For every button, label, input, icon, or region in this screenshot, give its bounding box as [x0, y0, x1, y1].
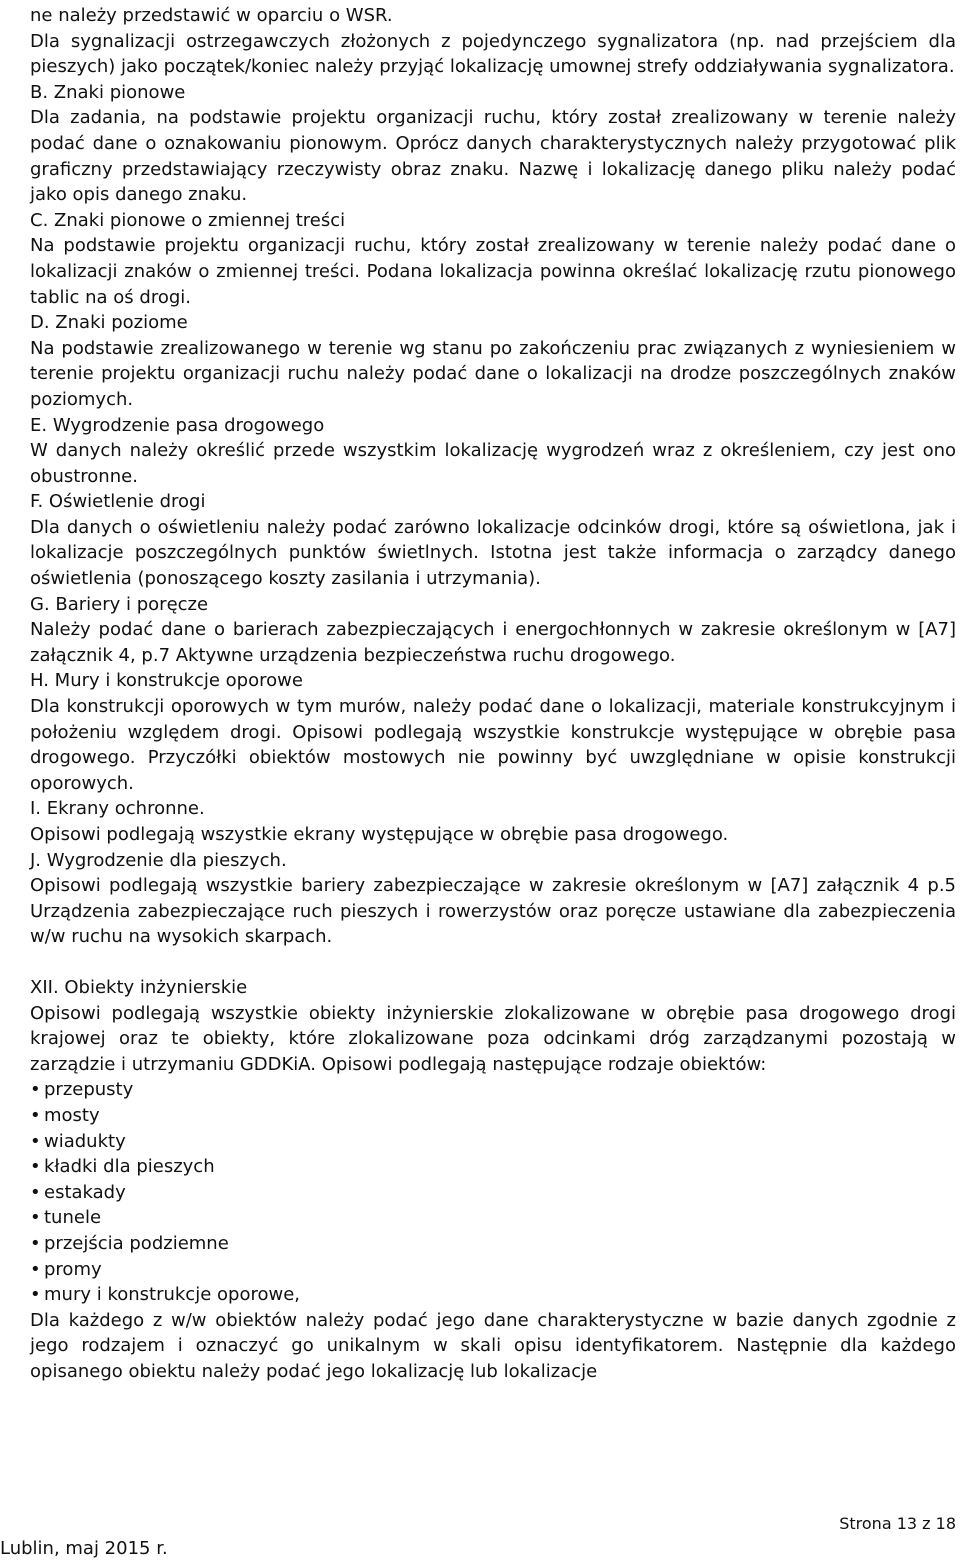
list-item: • wiadukty	[30, 1129, 956, 1155]
bullet-icon: •	[30, 1284, 41, 1306]
document-body	[30, 3, 956, 1384]
list-item: • mury i konstrukcje oporowe,	[30, 1282, 956, 1308]
bullet-icon: •	[30, 1104, 41, 1126]
section-heading: F. Oświetlenie drogi	[30, 491, 206, 513]
bullet-icon: •	[30, 1232, 41, 1254]
section-heading: G. Bariery i poręcze	[30, 593, 209, 615]
section-body: Na podstawie projektu organizacji ruchu, który został zrealizowany w terenie należy podać dane o lokalizacji znaków o zmiennej treści. Podana lokalizacja powinna określać lokalizację rzutu pionowego tablic na oś drogi.	[30, 235, 956, 308]
list-item: • przepusty	[30, 1077, 956, 1103]
section-body: Dla danych o oświetleniu należy podać zarówno lokalizacje odcinków drogi, które są oświetlona, jak i lokalizacje poszczególnych punktów świetlnych. Istotna jest także informacja o zarządcy danego oświetlenia (ponoszącego koszty zasilania i utrzymania).	[30, 516, 956, 590]
section-heading: H. Mury i konstrukcje oporowe	[30, 670, 303, 692]
bullet-icon: •	[30, 1181, 41, 1203]
chapter-outro: Dla każdego z w/w obiektów należy podać jego dane charakterystyczne w bazie danych zgodnie z jego rodzajem i oznaczyć go unikalnym w skali opisu identyfikatorem. Następnie dla każdego opisanego obiektu należy podać jego lokalizację lub lokalizacje	[30, 1309, 956, 1382]
chapter-intro: Opisowi podlegają wszystkie obiekty inżynierskie zlokalizowane w obrębie pasa drogowego drogi krajowej oraz te obiekty, które zlokalizowane poza odcinkami dróg zarządzanymi pozostają w zarządzie i utrzymaniu GDDKiA. Opisowi podlegają następujące rodzaje obiektów:	[30, 1002, 956, 1075]
footer-location-date: Lublin, maj 2015 r.	[0, 1538, 168, 1559]
section-heading: J. Wygrodzenie dla pieszych.	[30, 849, 287, 871]
section-heading: B. Znaki pionowe	[30, 81, 186, 103]
spacer	[30, 950, 956, 975]
list-item: • przejścia podziemne	[30, 1231, 956, 1257]
paragraph: Dla sygnalizacji ostrzegawczych złożonych z pojedynczego sygnalizatora (np. nad przejściem dla pieszych) jako początek/koniec należy przyjąć lokalizację umownej strefy oddziaływania sygnalizatora.	[30, 30, 956, 78]
list-item: • promy	[30, 1257, 956, 1283]
section-body: Należy podać dane o barierach zabezpieczających i energochłonnych w zakresie określonym w [A7] załącznik 4, p.7 Aktywne urządzenia bezpieczeństwa ruchu drogowego.	[30, 619, 956, 666]
bullet-icon: •	[30, 1156, 41, 1178]
section-body: Dla konstrukcji oporowych w tym murów, należy podać dane o lokalizacji, materiale konstrukcyjnym i położeniu względem drogi. Opisowi podlegają wszystkie konstrukcje występujące w obrębie pasa drogowego. Przyczółki obiektów mostowych nie powinny być uwzględniane w opisie konstrukcji oporowych.	[30, 696, 956, 794]
section-heading: D. Znaki poziome	[30, 312, 188, 334]
section-body: Opisowi podlegają wszystkie ekrany występujące w obrębie pasa drogowego.	[30, 824, 729, 845]
paragraph: ne należy przedstawić w oparciu o WSR.	[30, 5, 393, 26]
bullet-icon: •	[30, 1207, 41, 1229]
list-item: • mosty	[30, 1103, 956, 1129]
list-item: • kładki dla pieszych	[30, 1154, 956, 1180]
section-heading: C. Znaki pionowe o zmiennej treści	[30, 209, 346, 231]
page-number: Strona 13 z 18	[839, 1514, 956, 1533]
section-body: W danych należy określić przede wszystkim lokalizację wygrodzeń wraz z określeniem, czy jest ono obustronne.	[30, 440, 956, 487]
bullet-icon: •	[30, 1079, 41, 1101]
section-heading: I. Ekrany ochronne.	[30, 798, 205, 820]
section-heading: E. Wygrodzenie pasa drogowego	[30, 414, 325, 436]
section-body: Na podstawie zrealizowanego w terenie wg stanu po zakończeniu prac związanych z wyniesieniem w terenie projektu organizacji ruchu należy podać dane o lokalizacji na drodze poszczególnych znaków poziomych.	[30, 337, 956, 410]
section-body: Dla zadania, na podstawie projektu organizacji ruchu, który został zrealizowany w terenie należy podać dane o oznakowaniu pionowym. Oprócz danych charakterystycznych należy przygotować plik graficzny przedstawiający rzeczywisty obraz znaku. Nazwę i lokalizację danego pliku należy podać jako opis danego znaku.	[30, 107, 956, 206]
bullet-icon: •	[30, 1258, 41, 1280]
object-type-list	[30, 1077, 956, 1307]
section-body: Opisowi podlegają wszystkie bariery zabezpieczające w zakresie określonym w [A7] załącznik 4 p.5 Urządzenia zabezpieczające ruch pieszych i rowerzystów oraz poręcze ustawiane dla zabezpieczenia w/w ruchu na wysokich skarpach.	[30, 875, 956, 948]
bullet-icon: •	[30, 1130, 41, 1152]
list-item: • estakady	[30, 1180, 956, 1206]
chapter-heading: XII. Obiekty inżynierskie	[30, 976, 248, 998]
list-item: • tunele	[30, 1205, 956, 1231]
